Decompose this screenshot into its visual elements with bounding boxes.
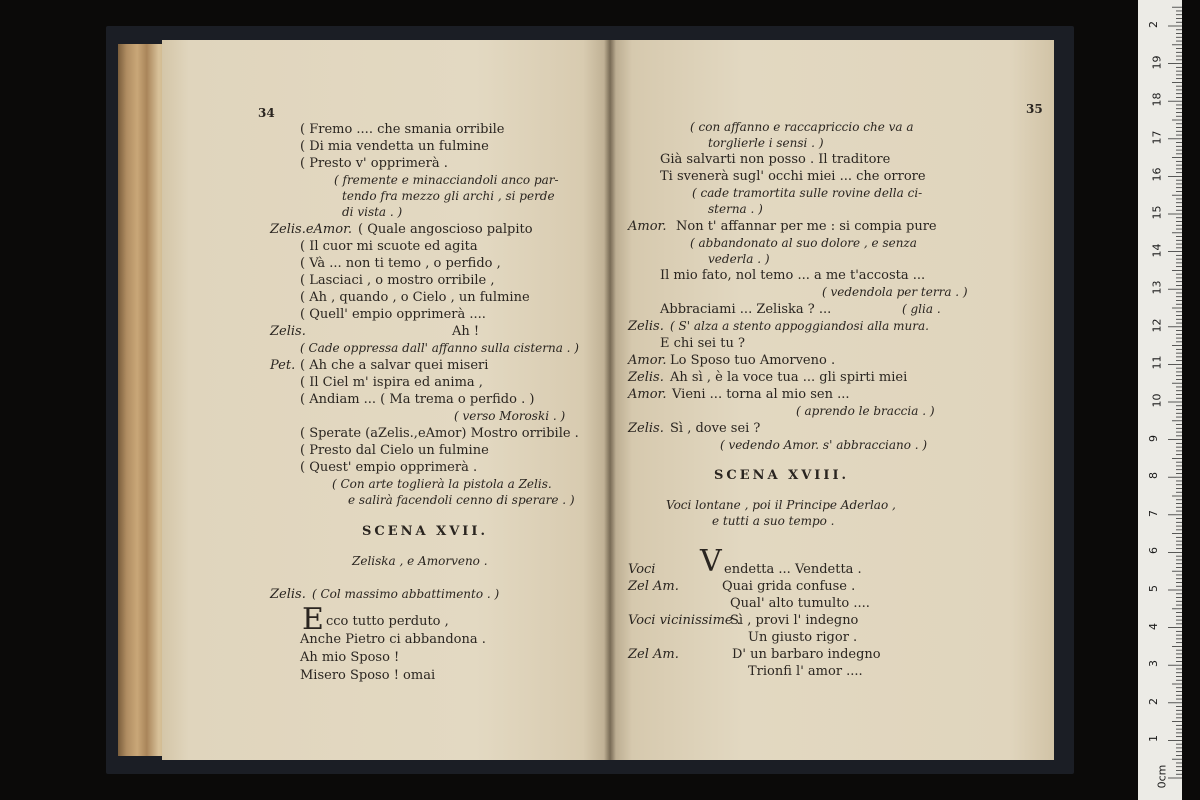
ruler-label: 3 — [1147, 660, 1160, 668]
speaker-label: Zelis.eAmor. — [270, 222, 352, 237]
speaker-label: Zelis. — [270, 324, 306, 339]
stage-direction: ( aprendo le braccia . ) — [796, 404, 935, 418]
stage-direction: tendo fra mezzo gli archi , si perde — [342, 189, 555, 203]
stage-direction: ( Con arte toglierà la pistola a Zelis. — [332, 477, 552, 491]
speaker-label: Amor. — [628, 387, 667, 402]
ruler-label: 12 — [1150, 318, 1164, 333]
verse-line: ( Di mia vendetta un fulmine — [300, 139, 489, 154]
verse-line: Qual' alto tumulto .... — [730, 596, 870, 611]
ruler-label: 4 — [1147, 622, 1160, 630]
verse-line: Ah ! — [452, 324, 480, 339]
speaker-label: Amor. — [628, 219, 667, 234]
page-edges — [118, 44, 166, 756]
verse-line: ( Presto v' opprimerà . — [300, 156, 448, 171]
speaker-label: Zelis. — [628, 319, 664, 334]
drop-cap: E — [302, 602, 324, 637]
verse-line: Sì , provi l' indegno — [730, 613, 859, 628]
open-book — [118, 36, 1062, 764]
speaker-label: Voci vicinissime . — [628, 613, 741, 628]
stage-direction: ( verso Moroski . ) — [454, 409, 566, 423]
verse-line: ( Ah , quando , o Cielo , un fulmine — [300, 290, 530, 305]
verse-line: Abbraciami ... Zeliska ? ... — [660, 302, 832, 317]
stage-direction: ( S' alza a stento appoggiandosi alla mura. — [670, 319, 929, 333]
stage-direction: ( fremente e minacciandoli anco par- — [334, 173, 559, 187]
ruler-label: 14 — [1150, 243, 1164, 258]
verse-line: ( Il Ciel m' ispira ed anima , — [300, 375, 483, 390]
scene-characters: Zeliska , e Amorveno . — [352, 554, 488, 568]
ruler-label: 1 — [1147, 735, 1160, 743]
verse-line: Ti svenerà sugl' occhi miei ... che orrore — [660, 169, 926, 184]
ruler-label: 11 — [1150, 355, 1164, 370]
measuring-ruler — [1138, 0, 1182, 800]
stage-direction: ( Col massimo abbattimento . ) — [312, 587, 500, 601]
verse-line: ( Quale angoscioso palpito — [358, 222, 533, 237]
ruler-label: 15 — [1150, 205, 1164, 220]
speaker-label: Amor. — [628, 353, 667, 368]
verse-line: Sì , dove sei ? — [670, 421, 761, 436]
page-number-left: 34 — [258, 106, 275, 120]
drop-cap: V — [700, 544, 722, 579]
verse-line: ( Presto dal Cielo un fulmine — [300, 443, 489, 458]
verse-line: Un giusto rigor . — [748, 630, 858, 645]
ruler-label: 17 — [1150, 130, 1164, 145]
speaker-label: Zel Am. — [628, 647, 679, 662]
stage-direction: ( con affanno e raccapriccio che va a — [690, 120, 914, 134]
stage-direction: ( glia . — [902, 302, 941, 316]
ruler-label: 6 — [1147, 547, 1160, 555]
right-page — [610, 40, 1054, 760]
ruler-label: 0cm — [1155, 764, 1169, 789]
verse-line: ( Andiam ... ( Ma trema o perfido . ) — [300, 392, 535, 407]
verse-line: Quai grida confuse . — [722, 579, 856, 594]
scene-heading: SCENA XVIII. — [714, 468, 850, 483]
verse-line: ( Lasciaci , o mostro orribile , — [300, 273, 495, 288]
verse-line: Lo Sposo tuo Amorveno . — [670, 353, 836, 368]
verse-line: ( Quest' empio opprimerà . — [300, 460, 478, 475]
stage-direction: sterna . ) — [708, 202, 763, 216]
speaker-label: Zelis. — [628, 421, 664, 436]
verse-line: Ah sì , è la voce tua ... gli spirti miei — [670, 370, 908, 385]
stage-direction: vederla . ) — [708, 252, 770, 266]
stage-direction: torglierle i sensi . ) — [708, 136, 824, 150]
scene-characters: e tutti a suo tempo . — [712, 514, 835, 528]
speaker-label: Zel Am. — [628, 579, 679, 594]
verse-line: ( Sperate (aZelis.,eAmor) Mostro orribile . — [300, 426, 579, 441]
ruler-label: 13 — [1150, 280, 1164, 295]
stage-direction: di vista . ) — [342, 205, 403, 219]
ruler-label: 5 — [1147, 585, 1160, 592]
verse-line: Anche Pietro ci abbandona . — [300, 632, 486, 647]
speaker-label: Zelis. — [270, 587, 306, 602]
ruler-label: 9 — [1147, 434, 1160, 442]
verse-line: cco tutto perduto , — [326, 614, 449, 629]
speaker-label: Voci — [628, 562, 656, 577]
verse-line: ( Fremo .... che smania orribile — [300, 122, 505, 137]
verse-line: Misero Sposo ! omai — [300, 668, 436, 683]
speaker-label: Zelis. — [628, 370, 664, 385]
verse-line: Ah mio Sposo ! — [300, 650, 400, 665]
stage-direction: ( Cade oppressa dall' affanno sulla cisterna . ) — [300, 341, 579, 355]
stage-direction: ( vedendola per terra . ) — [822, 285, 968, 299]
verse-line: ( Quell' empio opprimerà .... — [300, 307, 486, 322]
book-gutter — [604, 40, 616, 760]
ruler-label: 10 — [1150, 393, 1164, 408]
verse-line: E chi sei tu ? — [660, 336, 745, 351]
stage-direction: ( cade tramortita sulle rovine della ci- — [692, 186, 923, 200]
ruler-label: 7 — [1147, 509, 1160, 517]
verse-line: endetta ... Vendetta . — [724, 562, 862, 577]
verse-line: Il mio fato, nol temo ... a me t'accosta ... — [660, 268, 926, 283]
ruler-label: 18 — [1150, 92, 1164, 107]
ruler-label: 8 — [1147, 472, 1160, 480]
left-page — [162, 40, 610, 760]
verse-line: ( Ah che a salvar quei miseri — [300, 358, 489, 373]
stage-direction: ( vedendo Amor. s' abbracciano . ) — [720, 438, 928, 452]
verse-line: Vieni ... torna al mio sen ... — [672, 387, 850, 402]
verse-line: Già salvarti non posso . Il traditore — [660, 152, 891, 167]
stage-direction: ( abbandonato al suo dolore , e senza — [690, 236, 917, 250]
ruler-label: 2 — [1147, 697, 1160, 705]
ruler-label: 2 — [1147, 21, 1160, 28]
verse-line: Trionfi l' amor .... — [748, 664, 863, 679]
speaker-label: Pet. — [270, 358, 296, 373]
stage-direction: e salirà facendoli cenno di sperare . ) — [348, 493, 575, 507]
verse-line: D' un barbaro indegno — [732, 647, 881, 662]
scene-characters: Voci lontane , poi il Principe Aderlao , — [666, 498, 896, 512]
ruler-label: 16 — [1150, 167, 1164, 182]
ruler-label: 19 — [1150, 55, 1164, 70]
verse-line: ( Il cuor mi scuote ed agita — [300, 239, 478, 254]
scene-heading: SCENA XVII. — [362, 524, 488, 539]
verse-line: Non t' affannar per me : si compia pure — [676, 219, 937, 234]
verse-line: ( Và ... non ti temo , o perfido , — [300, 256, 501, 271]
page-number-right: 35 — [1026, 102, 1043, 116]
